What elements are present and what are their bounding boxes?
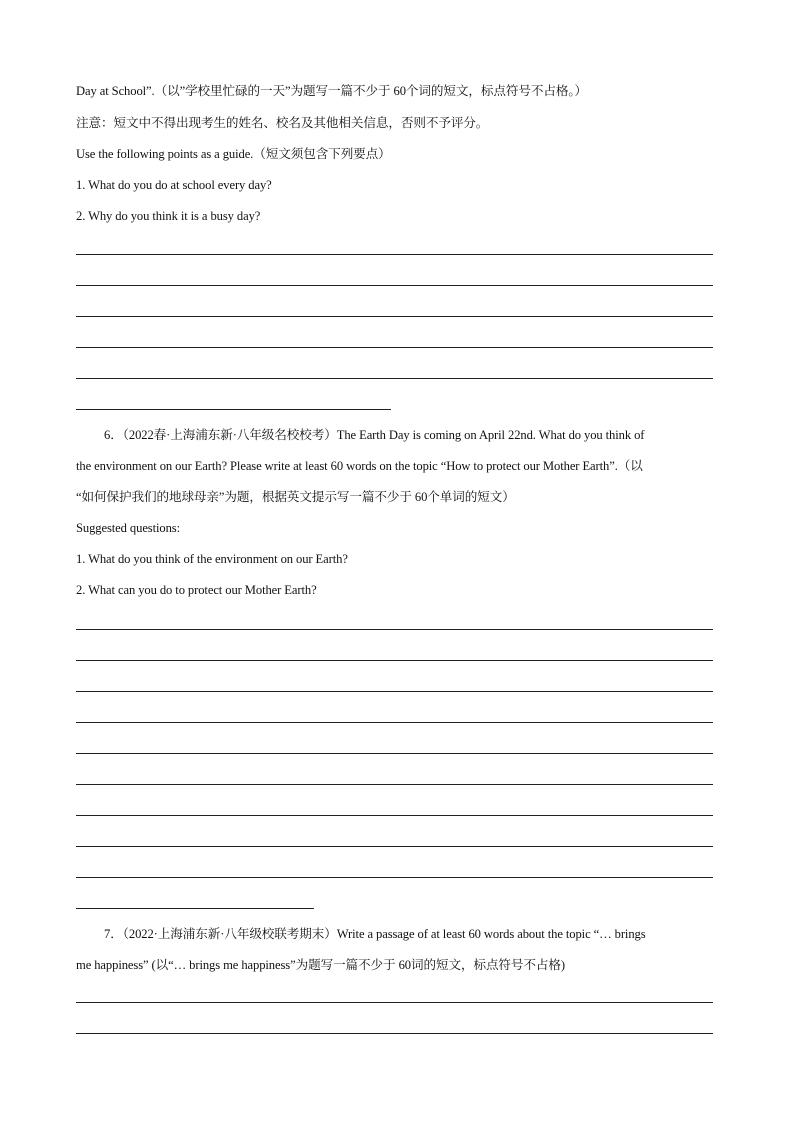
q6-answer-line-short	[76, 908, 314, 909]
q6-point-2: 2. What can you do to protect our Mother Earth?	[76, 583, 317, 597]
q7-line-2: me happiness” (以“… brings me happiness”为题写一篇不少于 60词的短文，标点符号不占格)	[76, 958, 565, 972]
q6-answer-line	[76, 846, 713, 847]
q6-answer-line	[76, 660, 713, 661]
q6-answer-line	[76, 815, 713, 816]
q5-answer-line	[76, 316, 713, 317]
q5-answer-line-short	[76, 409, 391, 410]
q6-answer-line	[76, 629, 713, 630]
q6-answer-line	[76, 753, 713, 754]
q5-answer-line	[76, 285, 713, 286]
q6-answer-line	[76, 722, 713, 723]
q5-point-1: 1. What do you do at school every day?	[76, 178, 272, 192]
q6-line-2: the environment on our Earth? Please write at least 60 words on the topic “How to protect our Mother Earth”.（以	[76, 459, 643, 473]
q5-answer-line	[76, 254, 713, 255]
q5-guide: Use the following points as a guide.（短文须包含下列要点）	[76, 147, 391, 161]
q6-answer-line	[76, 877, 713, 878]
q7-answer-line	[76, 1002, 713, 1003]
q5-answer-line	[76, 378, 713, 379]
q6-answer-line	[76, 691, 713, 692]
q7-heading: 7．（2022·上海浦东新·八年级校联考期末）Write a passage of at least 60 words about the topic “… brings	[104, 927, 646, 941]
q5-note: 注意：短文中不得出现考生的姓名、校名及其他相关信息，否则不予评分。	[76, 116, 489, 130]
q6-line-3: “如何保护我们的地球母亲”为题，根据英文提示写一篇不少于 60个单词的短文）	[76, 490, 515, 504]
q6-answer-line	[76, 784, 713, 785]
q6-heading: 6．（2022春·上海浦东新·八年级名校校考）The Earth Day is coming on April 22nd. What do you think of	[104, 428, 645, 442]
q7-answer-line	[76, 1033, 713, 1034]
q6-suggested-label: Suggested questions:	[76, 521, 180, 535]
q6-point-1: 1. What do you think of the environment on our Earth?	[76, 552, 348, 566]
q5-answer-line	[76, 347, 713, 348]
q5-point-2: 2. Why do you think it is a busy day?	[76, 209, 261, 223]
q5-intro-line: Day at School”.（以”学校里忙碌的一天”为题写一篇不少于 60个词的短文，标点符号不占格。）	[76, 84, 588, 98]
